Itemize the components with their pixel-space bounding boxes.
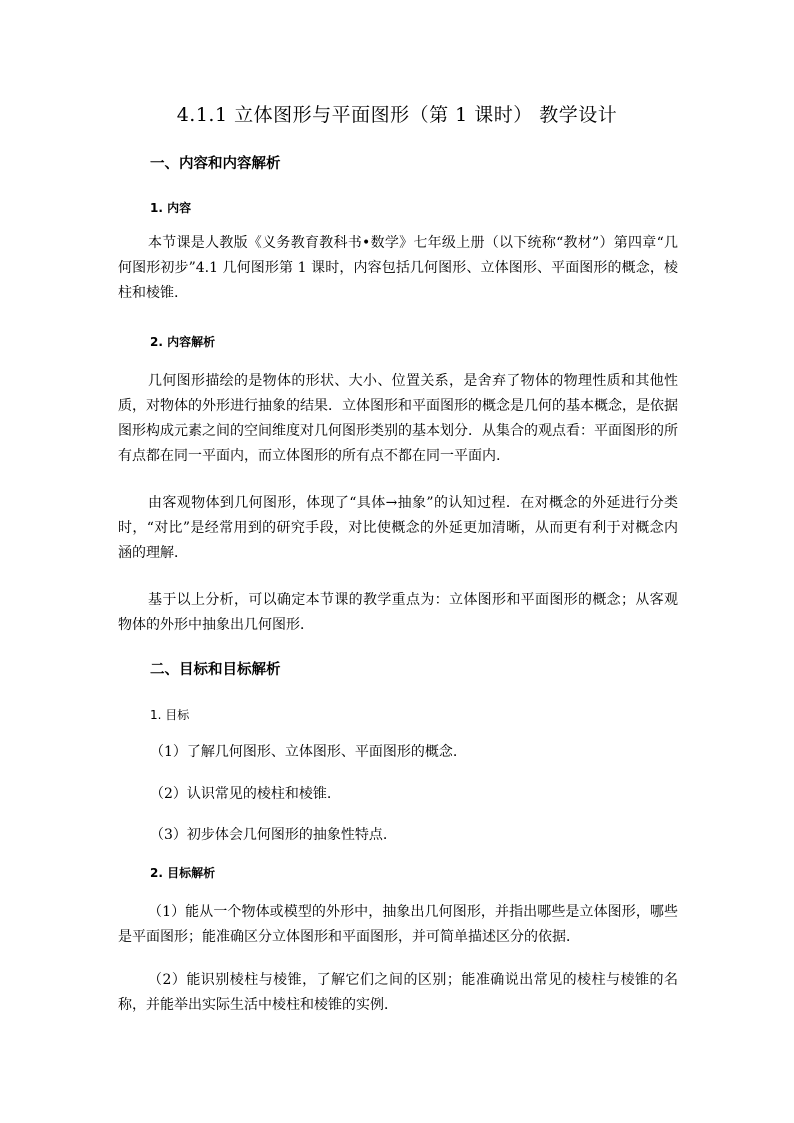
paragraph-content: 本节课是人教版《义务教育教科书•数学》七年级上册（以下统称“教材”）第四章“几何图形初步”4.1 几何图形第 1 课时，内容包括几何图形、立体图形、平面图形的概念，棱柱和棱锥. — [118, 235, 678, 301]
paragraph-concrete-abstract: 由客观物体到几何图形，体现了“具体→抽象”的认知过程．在对概念的外延进行分类时，“对比”是经常用到的研究手段，对比使概念的外延更加清晰，从而更有利于对概念内涵的理解． — [118, 495, 678, 561]
section-heading-goals: 二、目标和目标解析 — [150, 662, 281, 678]
subheading-goal-analysis: 2. 目标解析 — [150, 866, 216, 880]
paragraph-teaching-focus: 基于以上分析，可以确定本节课的教学重点为：立体图形和平面图形的概念；从客观物体的外形中抽象出几何图形． — [118, 592, 678, 633]
paragraph-content-analysis: 几何图形描绘的是物体的形状、大小、位置关系，是舍弃了物体的物理性质和其他性质，对物体的外形进行抽象的结果．立体图形和平面图形的概念是几何的基本概念，是依据图形构成元素之间的空间维度对几何图形类别的基本划分．从集合的观点看：平面图形的所有点都在同一平面内，而立体图形的所有点不都在同一平面内. — [118, 373, 678, 464]
goal-item-1: （1）了解几何图形、立体图形、平面图形的概念. — [150, 744, 458, 760]
document-title: 4.1.1 立体图形与平面图形（第 1 课时） 教学设计 — [176, 104, 618, 126]
section-heading-content: 一、内容和内容解析 — [150, 156, 281, 172]
paragraph-goal-analysis-1: （1）能从一个物体或模型的外形中，抽象出几何图形，并指出哪些是立体图形，哪些是平面图形；能准确区分立体图形和平面图形，并可简单描述区分的依据． — [118, 904, 678, 945]
paragraph-goal-analysis-2: （2）能识别棱柱与棱锥，了解它们之间的区别；能准确说出常见的棱柱与棱锥的名称，并能举出实际生活中棱柱和棱锥的实例． — [118, 972, 678, 1013]
goal-item-3: （3）初步体会几何图形的抽象性特点. — [150, 827, 388, 843]
subheading-goals: 1. 目标 — [150, 708, 190, 722]
goal-item-2: （2）认识常见的棱柱和棱锥. — [150, 786, 332, 802]
subheading-content-analysis: 2. 内容解析 — [150, 335, 216, 349]
subheading-content: 1. 内容 — [150, 201, 192, 215]
